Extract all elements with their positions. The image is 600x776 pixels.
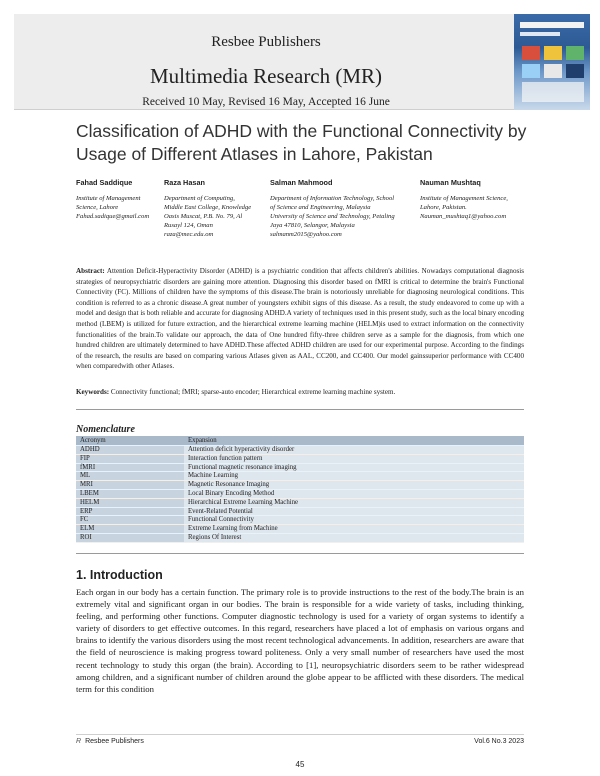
footer-divider bbox=[76, 734, 524, 735]
resbee-logo-icon: R bbox=[76, 738, 82, 745]
received-dates: Received 10 May, Revised 16 May, Accepted 16 June bbox=[142, 96, 390, 108]
table-row: ADHD Attention deficit hyperactivity disorder bbox=[76, 446, 524, 455]
author-3 bbox=[270, 178, 420, 239]
author-affiliation: Institute of Management Science, Lahore, Pakistan. Nauman_mushtaq1@yahoo.com bbox=[420, 195, 508, 220]
journal-cover-image bbox=[514, 14, 590, 110]
table-row: ML Machine Learning bbox=[76, 472, 524, 481]
journal-name: Multimedia Research (MR) bbox=[149, 64, 383, 88]
author-name: Fahad Saddique bbox=[76, 178, 133, 187]
footer-left bbox=[76, 738, 144, 745]
divider bbox=[76, 409, 524, 410]
author-1 bbox=[76, 178, 164, 221]
author-4 bbox=[420, 178, 526, 221]
publisher-name: Resbee Publishers bbox=[211, 34, 321, 50]
page-number: 45 bbox=[295, 760, 305, 769]
journal-header bbox=[14, 14, 518, 110]
author-affiliation: Institute of Management Science, Lahore Fahad.sadique@gmail.com bbox=[76, 195, 150, 220]
table-header-row bbox=[76, 436, 524, 446]
keywords bbox=[76, 387, 524, 397]
column-header-expansion: Expansion bbox=[184, 436, 524, 446]
table-row: fMRI Functional magnetic resonance imaging bbox=[76, 463, 524, 472]
table-row: LBEM Local Binary Encoding Method bbox=[76, 489, 524, 498]
table-row: ROI Regions Of Interest bbox=[76, 533, 524, 542]
nomenclature-title: Nomenclature bbox=[76, 424, 135, 435]
footer-volume: Vol.6 No.3 2023 bbox=[474, 738, 524, 745]
table-row: MRI Magnetic Resonance Imaging bbox=[76, 481, 524, 490]
keywords-label: Keywords: bbox=[76, 388, 110, 396]
paper-title: Classification of ADHD with the Functional Connectivity by Usage of Different Atlases in Lahore, Pakistan bbox=[76, 121, 527, 164]
table-row: ELM Extreme Learning from Machine bbox=[76, 525, 524, 534]
section-body: Each organ in our body has a certain function. The primary role is to provide instructions to the rest of the body.The brain is an extremely vital and significant organ in our bodies. The brain is responsible for a wide variety of tasks, including thinking, feeling, and performing other functions. Computer diagnostic technology is used for a variety of organ systems to identify a variety of disorders to get effective outcomes. In this regard, researchers have placed a lot of emphasis on various organs and brains to identify the various disorders using the most recent technological advancements. In addition, researchers are aware that the field of neuroscience is making progress toward politeness. Only a very small number of researchers have used the most recent technology to study this organ (the brain). According to [1], neuropsychiatric disorders seem to be rather widespread among children, and a significant number of children around the globe appear to be afflicted with these disorders. The medical term for this condition bbox=[76, 587, 524, 694]
keywords-text: Connectivity functional; fMRI; sparse-auto encoder; Hierarchical extreme learning machine system. bbox=[110, 388, 396, 396]
column-header-acronym: Acronym bbox=[76, 436, 184, 446]
table-row: HELM Hierarchical Extreme Learning Machine bbox=[76, 498, 524, 507]
abstract-text: Attention Deficit-Hyperactivity Disorder (ADHD) is a psychiatric condition that affects children's abilities. Nowadays computational diagnosis strategies of neuropsychiatric disorders are gaining more attention. Diagnosing this disorder based on fMRI is critical to determine the brain's Functional Connectivity (FC). Millions of children have the symptoms of this disease.The brain is notoriously unreliable for diagnosing neurological conditions. This condition is referred to as a chronic disease.A great number of youngsters exhibit signs of this disease. As a result, the study endeavored to come up with a model and design that is both reliable and accurate for diagnosing ADHD.A variety of techniques used in this present study, such as the local binary encoding method (LBEM) is utilized for future extraction, and the hierarchical extreme learning machine (HELM)is used to extract information on the connectivity functionalities of the brain.To validate our approach, the data of One hundred fifty-three children serve as a sample for the diagnosis, from which one hundred children are ultimately determined to have ADHD.These affected ADHD children are used for our experimental purpose. According to the findings of the research, the results are based on comparing various Atlases given as AAL, CC200, and CC400. Our model gainssuperior performance with CC400 when comparedwith other Atlases. bbox=[76, 267, 524, 371]
author-name: Salman Mahmood bbox=[270, 178, 333, 187]
table-row: ERP Event-Related Potential bbox=[76, 507, 524, 516]
table-row: FC Functional Connectivity bbox=[76, 516, 524, 525]
section-heading: 1. Introduction bbox=[76, 568, 163, 582]
nomenclature-table bbox=[76, 436, 524, 543]
abstract-label: Abstract: bbox=[76, 267, 105, 275]
table-row: FIP Interaction function pattern bbox=[76, 454, 524, 463]
author-affiliation: Department of Information Technology, School of Science and Engineering, Malaysia University of Science and Technology, Petaling Jaya 47810, Selangor, Malaysia salmanm2015@yahoo.com bbox=[270, 195, 395, 238]
author-name: Nauman Mushtaq bbox=[420, 178, 481, 187]
author-2 bbox=[164, 178, 270, 239]
author-affiliation: Department of Computing, Middle East College, Knowledge Oasis Muscat, P.B. No. 79, Al Rusayl 124, Oman raza@mec.edu.om bbox=[164, 195, 252, 238]
abstract bbox=[76, 266, 524, 372]
footer-publisher: Resbee Publishers bbox=[85, 738, 144, 745]
divider bbox=[76, 553, 524, 554]
author-name: Raza Hasan bbox=[164, 178, 205, 187]
